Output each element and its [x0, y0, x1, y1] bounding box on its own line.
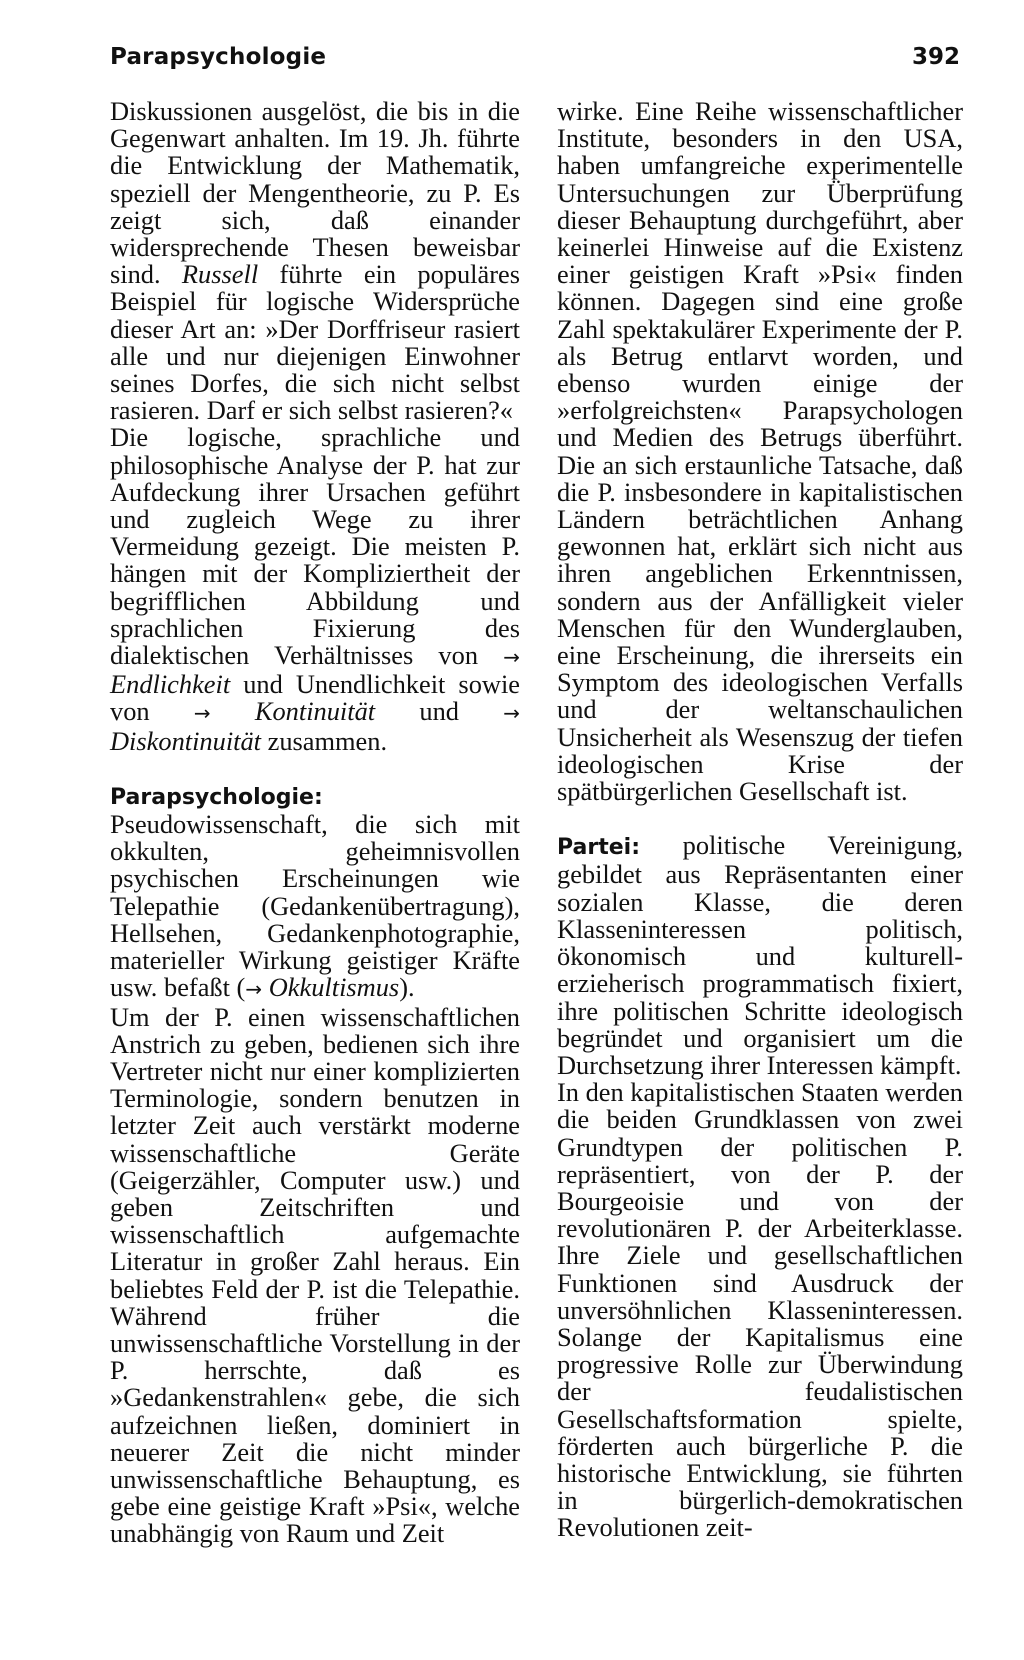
cross-reference-okkultismus[interactable]: Okkultismus — [268, 972, 400, 1003]
entry-headword: Parapsychologie: — [110, 784, 323, 810]
paragraph-partei-body: In den kapitalistischen Staaten werden die beiden Grundklassen von zwei Grundtypen der politischen P. repräsentiert, von der P. der Bourgeoisie und von der revolutionären P. der Arbeiterklasse. Ihre Ziele und gesellschaftlichen Funktionen sind Ausdruck der unversöhnlichen Klasseninteressen. Solange der Kapitalismus eine progressive Rolle zur Überwindung der feudalistischen Gesellschaftsformation spielte, förderten auch bürgerliche P. die historische Entwicklung, sie führten in bürgerlich-demokratischen Revolutionen zeit- — [557, 1077, 963, 1543]
paragraph-text: führte ein populäres Beispiel für logische Widersprüche dieser Art an: »Der Dorffriseur rasiert alle und nur diejenigen Einwohner seines Dorfes, die sich nicht selbst rasieren. Darf er sich selbst rasieren?« — [110, 259, 520, 426]
cross-reference-arrow: → — [503, 701, 520, 726]
paragraph-parapsychologie-body: Um der P. einen wissenschaftlichen Anstrich zu geben, bedienen sich ihre Vertreter nicht nur einer komplizierten Terminologie, sondern benutzen in letzter Zeit auch verstärkt moderne wissenschaftliche Geräte (Geigerzähler, Computer usw.) und geben Zeitschriften und wissenschaftlich aufgemachte Literatur in großer Zahl heraus. Ein beliebtes Feld der P. ist die Telepathie. Während früher die unwissenschaftliche Vorstellung in der P. herrschte, daß es »Gedankenstrahlen« gebe, die sich aufzeichnen ließen, dominiert in neuerer Zeit die nicht minder unwissenschaftliche Behauptung, es gebe eine geistige Kraft »Psi«, welche unabhängig von Raum und Zeit — [110, 1001, 520, 1549]
paragraph-paradox-history — [110, 98, 520, 424]
paragraph-text: zusammen. — [261, 725, 388, 756]
cross-reference-arrow: → — [193, 701, 211, 726]
entry-definition: Pseudowissenschaft, die sich mit okkulten, geheimnisvollen psychischen Erscheinungen wie Telepathie (Gedankenübertragung), Hellsehen, Gedankenphotographie, materieller Wirkung geistiger Kräfte usw. befaßt ( — [110, 809, 520, 1003]
cross-reference-endlichkeit[interactable]: Endlichkeit — [110, 669, 231, 700]
paragraph-paradox-analysis — [110, 424, 520, 754]
right-column — [557, 98, 963, 1542]
entry-definition: politische Vereinigung, gebildet aus Repräsentanten einer sozialen Klasse, die deren Klasseninteressen politisch, ökonomisch und kulturell-erzieherisch programmatisch fixiert, ihre politischen Schritte ideologisch begründet und organisiert um die Durchsetzung ihrer Interessen kämpft. — [557, 830, 963, 1080]
entry-parapsychologie — [110, 782, 520, 1004]
paragraph-text: Die logische, sprachliche und philosophische Analyse der P. hat zur Aufdeckung ihrer Ursachen geführt und zugleich Wege zu ihrer Vermeidung gezeigt. Die meisten P. hängen mit der Kompliziertheit der begrifflichen Abbildung und sprachlichen Fixierung des dialektischen Verhältnisses von — [110, 422, 520, 671]
paragraph-text: und Unendlichkeit sowie von — [110, 669, 520, 727]
person-name-russell: Russell — [181, 259, 259, 290]
cross-reference-arrow: → — [503, 645, 520, 670]
left-column — [110, 98, 520, 1548]
entry-headword: Partei: — [557, 835, 641, 861]
cross-reference-arrow: → — [245, 977, 263, 1002]
entry-partei — [557, 832, 963, 1079]
page-number: 392 — [911, 44, 960, 70]
paragraph-text: Diskussionen ausgelöst, die bis in die Gegenwart anhalten. Im 19. Jh. führte die Entwicklung der Mathematik, speziell der Mengentheorie, zu P. Es zeigt sich, daß einander widersprechende Thesen beweisbar sind. — [110, 96, 520, 290]
paragraph-parapsychologie-continued: wirke. Eine Reihe wissenschaftlicher Institute, besonders in den USA, haben umfangreiche experimentelle Untersuchungen zur Überprüfung dieser Behauptung durchgeführt, aber keinerlei Hinweise auf die Existenz einer geistigen Kraft »Psi« finden können. Dagegen sind eine große Zahl spektakulärer Experimente der P. als Betrug entlarvt worden, und ebenso wurden einige der »erfolgreichsten« Parapsychologen und Medien des Betrugs überführt. Die an sich erstaunliche Tatsache, daß die P. insbesondere in kapitalistischen Ländern beträchtlichen Anhang gewonnen hat, erklärt sich nicht aus ihren angeblichen Erkenntnissen, sondern aus der Anfälligkeit vieler Menschen für den Wunderglauben, eine Erscheinung, die ihrerseits ein Symptom des ideologischen Verfalls und der weltanschaulichen Unsicherheit als Wesenszug der tiefen ideologischen Krise der spätbürgerlichen Gesellschaft ist. — [557, 96, 963, 807]
running-head: Parapsychologie — [110, 44, 327, 70]
cross-reference-diskontinuitaet[interactable]: Diskontinuität — [110, 725, 262, 756]
cross-reference-kontinuitaet[interactable]: Kontinuität — [254, 696, 376, 727]
paragraph-text: und — [375, 696, 504, 727]
entry-definition-end: ). — [399, 972, 415, 1003]
